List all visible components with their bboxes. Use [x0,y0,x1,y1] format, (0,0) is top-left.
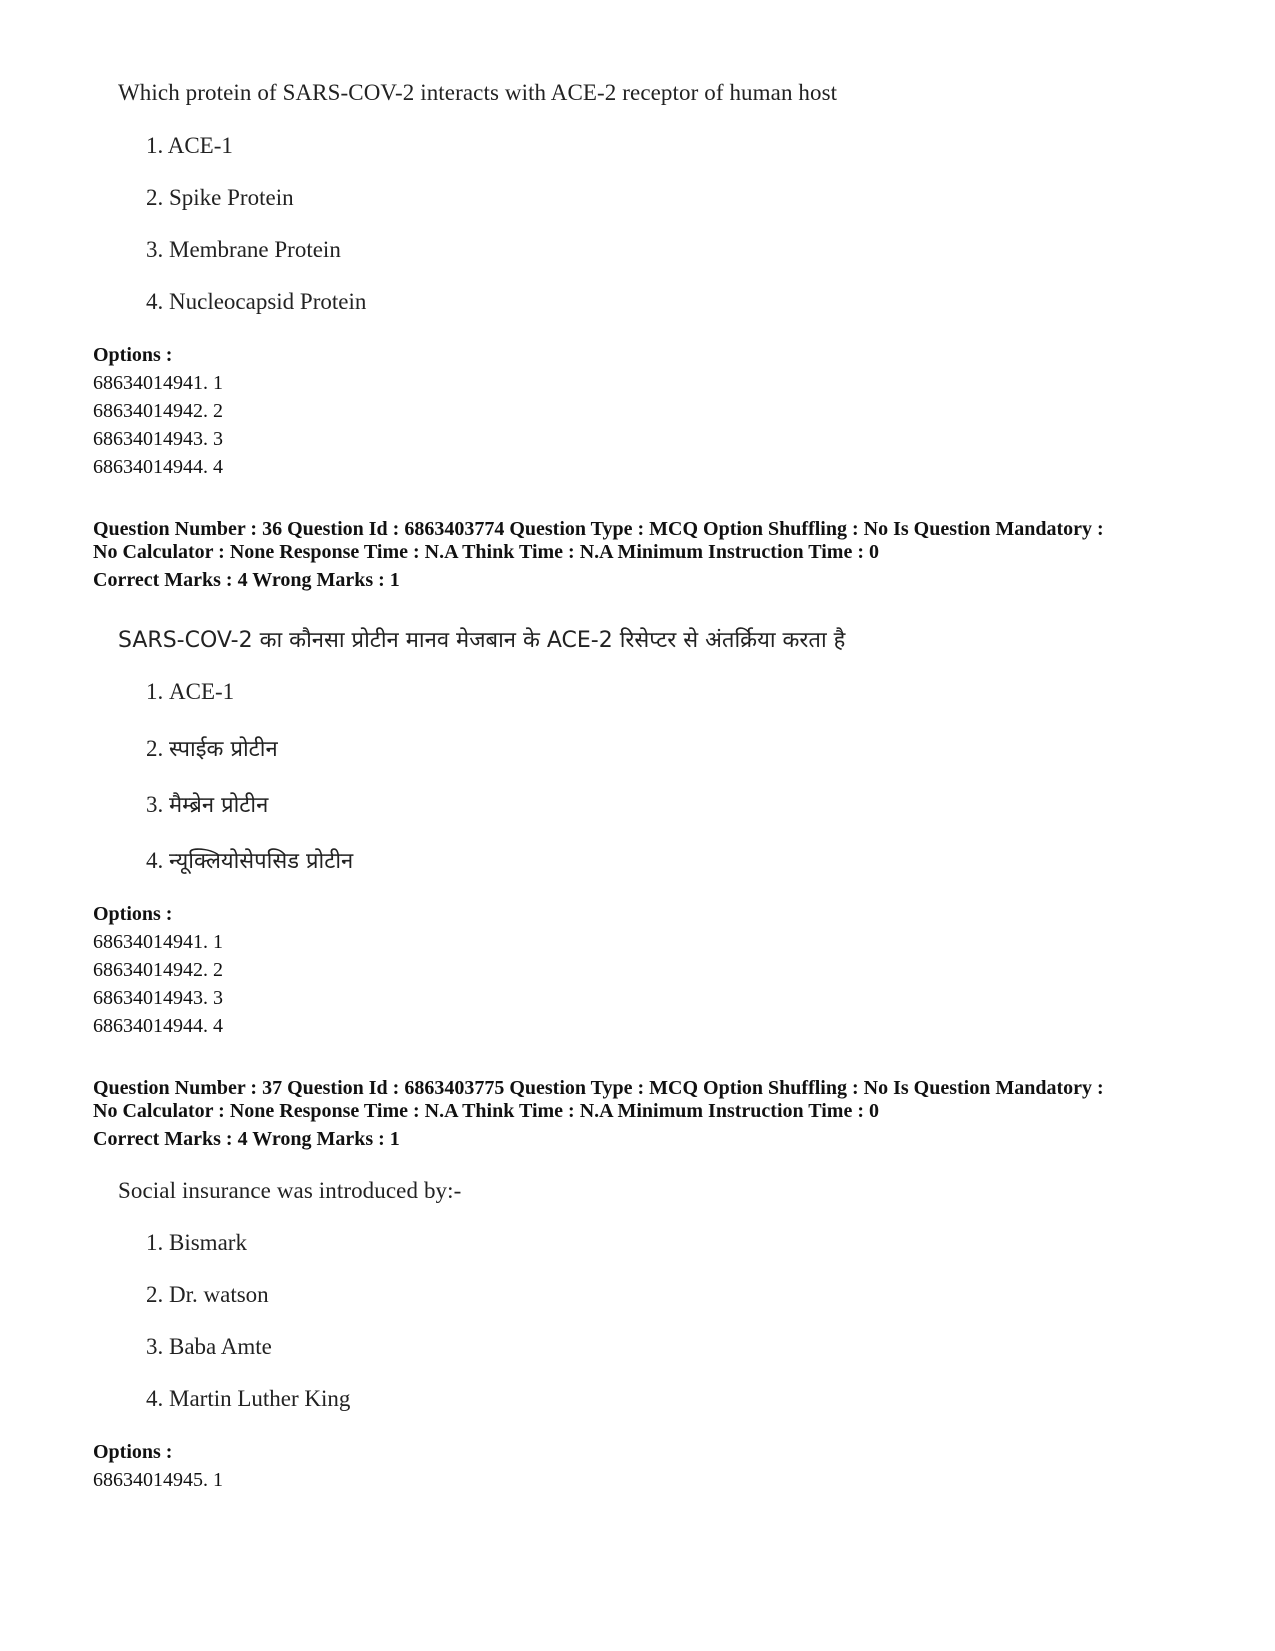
choice-text: Martin Luther King [169,1386,351,1411]
choice-text: न्यूक्लियोसेपसिड प्रोटीन [169,849,354,874]
choice-item [146,845,353,875]
choice-item [146,289,366,315]
choice-item [146,1386,350,1412]
option-id-row: 68634014944. 4 [93,1015,223,1037]
choice-number: 2. [146,185,164,210]
option-id-row: 68634014944. 4 [93,456,223,478]
marks-line: Correct Marks : 4 Wrong Marks : 1 [93,1128,400,1150]
choice-number: 2. [146,736,164,761]
choice-text: Spike Protein [169,185,294,210]
option-id-row: 68634014942. 2 [93,959,223,981]
option-id-row: 68634014941. 1 [93,372,223,394]
question-text: SARS-COV-2 का कौनसा प्रोटीन मानव मेजबान के ACE-2 रिसेप्टर से अंतर्क्रिया करता है [118,628,846,653]
choice-item [146,679,234,705]
choice-item [146,133,233,159]
question-meta-line: Question Number : 37 Question Id : 6863403775 Question Type : MCQ Option Shuffling : No Is Question Mandatory : [93,1077,1104,1099]
options-heading: Options : [93,903,173,925]
option-id-row: 68634014942. 2 [93,400,223,422]
question-meta-line: No Calculator : None Response Time : N.A Think Time : N.A Minimum Instruction Time : 0 [93,541,879,563]
choice-number: 1. [146,1230,164,1255]
options-heading: Options : [93,1441,173,1463]
choice-text: Dr. watson [169,1282,269,1307]
option-id-row: 68634014945. 1 [93,1469,223,1491]
choice-item [146,185,294,211]
choice-item [146,237,341,263]
choice-item [146,733,278,763]
choice-item [146,1282,269,1308]
question-text: Social insurance was introduced by:- [118,1178,462,1203]
option-id-row: 68634014943. 3 [93,987,223,1009]
choice-number: 4. [146,848,164,873]
choice-number: 3. [146,792,164,817]
choice-text: Membrane Protein [169,237,341,262]
question-meta-line: Question Number : 36 Question Id : 6863403774 Question Type : MCQ Option Shuffling : No Is Question Mandatory : [93,518,1104,540]
choice-text: Bismark [169,1230,247,1255]
choice-number: 3. [146,237,164,262]
choice-text: ACE-1 [169,679,235,704]
choice-text: ACE-1 [167,133,233,158]
option-id-row: 68634014943. 3 [93,428,223,450]
choice-text: Nucleocapsid Protein [169,289,367,314]
options-heading: Options : [93,344,173,366]
choice-item [146,1230,247,1256]
choice-number: 4. [146,289,164,314]
choice-item [146,789,268,819]
choice-number: 4. [146,1386,164,1411]
choice-item [146,1334,272,1360]
question-meta-line: No Calculator : None Response Time : N.A Think Time : N.A Minimum Instruction Time : 0 [93,1100,879,1122]
choice-number: 1. [146,679,164,704]
marks-line: Correct Marks : 4 Wrong Marks : 1 [93,569,400,591]
choice-text: मैम्ब्रेन प्रोटीन [169,793,269,818]
choice-number: 1. [146,133,164,158]
choice-number: 3. [146,1334,164,1359]
choice-text: स्पाईक प्रोटीन [169,737,278,762]
choice-text: Baba Amte [169,1334,272,1359]
option-id-row: 68634014941. 1 [93,931,223,953]
choice-number: 2. [146,1282,164,1307]
question-text: Which protein of SARS-COV-2 interacts with ACE-2 receptor of human host [118,80,838,105]
